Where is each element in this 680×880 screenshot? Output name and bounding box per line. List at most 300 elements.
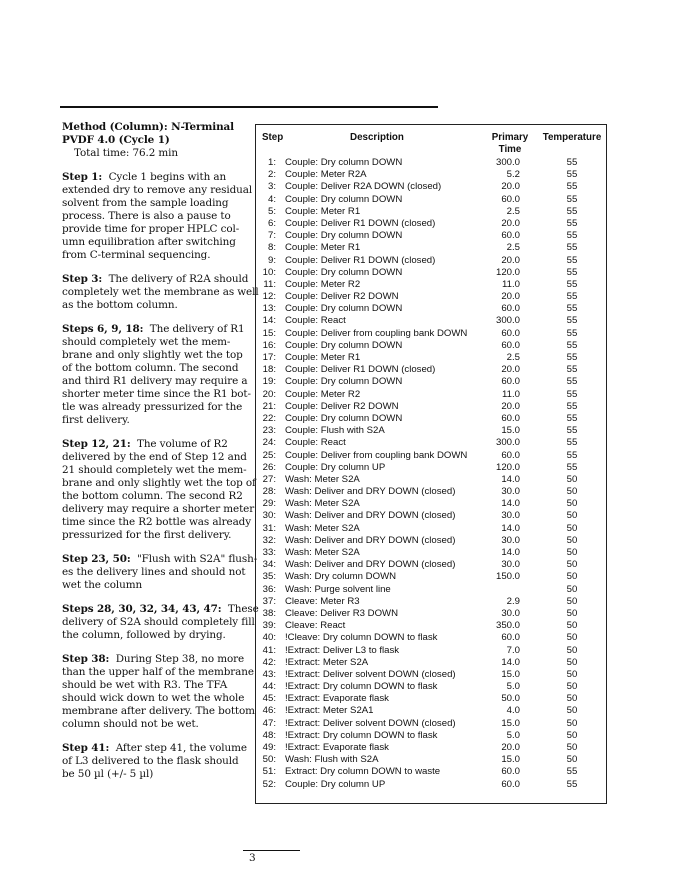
step-number: 15:: [262, 327, 276, 339]
step-number: 41:: [262, 644, 276, 656]
step-note-line: time since the R2 bottle was already: [62, 516, 251, 528]
table-row: [256, 730, 606, 742]
primary-time: 15.0: [501, 754, 520, 766]
step-note: [62, 273, 259, 312]
primary-time: 5.2: [506, 169, 520, 181]
page-number: 3: [249, 852, 256, 864]
step-description: Couple: Dry column DOWN: [285, 157, 403, 168]
temperature: 50: [566, 510, 578, 522]
step-description: Couple: Deliver from coupling bank DOWN: [285, 449, 468, 461]
table-row: [256, 303, 606, 315]
table-row: [256, 389, 606, 401]
step-description: Wash: Deliver and DRY DOWN (closed): [285, 486, 456, 498]
table-row: [256, 169, 606, 181]
temperature: 55: [566, 303, 578, 315]
step-note: [62, 742, 247, 781]
step-description: Couple: Dry column DOWN: [285, 339, 403, 351]
step-number: 2:: [267, 169, 276, 181]
step-note-line: pressurized for the first delivery.: [62, 529, 232, 541]
primary-time: 30.0: [501, 607, 520, 619]
temperature: 55: [566, 376, 578, 388]
primary-time: 15.0: [501, 668, 520, 680]
temperature: 55: [566, 425, 578, 437]
step-note-label: Step 38:: [62, 653, 110, 665]
primary-time: 2.5: [506, 352, 520, 363]
step-number: 37:: [262, 595, 276, 607]
step-number: 1:: [267, 157, 276, 168]
step-note-line: the column, followed by drying.: [62, 629, 226, 641]
temperature: 55: [566, 778, 578, 790]
primary-time: 5.0: [506, 729, 520, 741]
step-description: Couple: Meter R1: [285, 352, 361, 363]
primary-time: 20.0: [501, 364, 520, 376]
step-description: !Extract: Deliver solvent DOWN (closed): [285, 717, 456, 729]
primary-time: 300.0: [495, 315, 520, 327]
step-number: 29:: [262, 498, 276, 510]
step-description: !Extract: Meter S2A: [285, 656, 369, 668]
step-note: [62, 171, 253, 262]
header-description: Description: [350, 132, 404, 143]
primary-time: 11.0: [502, 278, 520, 290]
temperature: 50: [566, 754, 578, 766]
primary-time: 150.0: [495, 571, 520, 583]
table-row: [256, 376, 606, 388]
step-description: Wash: Meter S2A: [285, 498, 360, 510]
step-number: 9:: [267, 254, 276, 266]
step-description: Couple: Flush with S2A: [285, 425, 385, 437]
step-note-line: of L3 delivered to the flask should: [62, 755, 239, 767]
primary-time: 14.0: [501, 522, 520, 534]
temperature: 50: [566, 595, 578, 607]
step-description: Couple: Dry column DOWN: [285, 303, 403, 315]
step-number: 7:: [267, 230, 276, 242]
step-note-text: These: [221, 603, 259, 615]
step-note-line: brane and only slightly wet the top of: [62, 477, 256, 489]
table-row: [256, 242, 606, 254]
temperature: 50: [566, 705, 578, 717]
step-description: !Extract: Meter S2A1: [285, 705, 374, 717]
step-number: 21:: [262, 400, 276, 412]
step-note-label: Step 3:: [62, 273, 103, 285]
step-note-line: [62, 742, 247, 755]
step-note-label: Steps 6, 9, 18:: [62, 323, 144, 335]
primary-time: 20.0: [501, 400, 520, 412]
temperature: 50: [566, 534, 578, 546]
step-note-line: [62, 323, 244, 336]
step-note-line: process. There is also a pause to: [62, 210, 231, 222]
primary-time: 15.0: [501, 425, 520, 437]
primary-time: 60.0: [501, 449, 520, 461]
step-number: 36:: [262, 583, 276, 595]
primary-time: 2.5: [506, 242, 520, 254]
step-number: 52:: [262, 778, 276, 790]
table-row: [256, 632, 606, 644]
step-note-label: Step 41:: [62, 742, 110, 754]
step-description: Couple: Dry column UP: [285, 778, 386, 790]
table-row: [256, 267, 606, 279]
temperature: 50: [566, 620, 578, 632]
primary-time: 14.0: [501, 547, 520, 558]
step-note-line: [62, 438, 244, 451]
primary-time: 20.0: [501, 254, 520, 266]
step-number: 40:: [262, 632, 276, 644]
table-row: [256, 596, 606, 608]
primary-time: 30.0: [501, 486, 520, 498]
step-description: Couple: Meter R1: [285, 205, 361, 217]
temperature: 50: [566, 644, 578, 656]
table-row: [256, 510, 606, 522]
primary-time: 2.9: [506, 595, 520, 607]
step-description: Couple: Deliver from coupling bank DOWN: [285, 327, 468, 339]
step-number: 18:: [262, 364, 276, 376]
table-row: [256, 535, 606, 547]
step-number: 30:: [262, 510, 276, 522]
step-number: 20:: [262, 388, 276, 400]
table-row: [256, 779, 606, 791]
table-row: [256, 718, 606, 730]
temperature: 50: [566, 522, 578, 534]
step-note-line: completely wet the membrane as well: [62, 286, 259, 298]
step-note-text: The delivery of R2A should: [102, 273, 249, 285]
step-note-line: delivery of S2A should completely fill: [62, 616, 255, 628]
table-row: [256, 364, 606, 376]
primary-time: 4.0: [506, 705, 520, 717]
header-primary: Primary: [491, 132, 529, 143]
primary-time: 60.0: [501, 412, 520, 424]
table-row: [256, 291, 606, 303]
primary-time: 14.0: [501, 656, 520, 668]
temperature: 50: [566, 571, 578, 583]
step-note-line: tle was already pressurized for the: [62, 401, 243, 413]
temperature: 55: [566, 352, 578, 363]
primary-time: 14.0: [501, 473, 520, 485]
step-note-line: should be wet with R3. The TFA: [62, 679, 228, 691]
primary-time: 30.0: [501, 510, 520, 522]
step-description: Wash: Deliver and DRY DOWN (closed): [285, 559, 456, 571]
step-note-line: [62, 171, 244, 184]
step-description: Couple: Dry column DOWN: [285, 412, 403, 424]
step-note-line: should completely wet the mem-: [62, 336, 231, 348]
step-description: !Extract: Evaporate flask: [285, 742, 389, 753]
step-note-line: the bottom column. The second R2: [62, 490, 243, 502]
step-note-text: After step 41, the volume: [109, 742, 247, 754]
temperature: 50: [566, 656, 578, 668]
step-description: Couple: Deliver R2 DOWN: [285, 400, 399, 412]
table-row: [256, 766, 606, 778]
temperature: 55: [566, 364, 578, 376]
step-description: !Extract: Dry column DOWN to flask: [285, 729, 438, 741]
step-note-line: umn equilibration after switching: [62, 236, 236, 248]
temperature: 55: [566, 400, 578, 412]
step-description: !Extract: Dry column DOWN to flask: [285, 681, 438, 693]
temperature: 55: [566, 254, 578, 266]
table-row: [256, 742, 606, 754]
step-description: Couple: React: [285, 437, 346, 449]
step-description: Couple: React: [285, 315, 346, 327]
step-note: [62, 323, 251, 427]
step-note: [62, 653, 255, 731]
temperature: 55: [566, 412, 578, 424]
table-row: [256, 181, 606, 193]
temperature: 50: [566, 693, 578, 705]
header-step: Step: [262, 132, 284, 143]
step-description: Wash: Flush with S2A: [285, 754, 379, 766]
step-note: [62, 438, 256, 542]
step-number: 31:: [262, 522, 276, 534]
step-number: 23:: [262, 425, 276, 437]
step-number: 38:: [262, 607, 276, 619]
table-row: [256, 315, 606, 327]
step-number: 24:: [262, 437, 276, 449]
step-note-line: first delivery.: [62, 414, 130, 426]
step-note-label: Step 12, 21:: [62, 438, 131, 450]
step-note-line: [62, 553, 258, 566]
table-row: [256, 705, 606, 717]
temperature: 50: [566, 632, 578, 644]
temperature: 50: [566, 473, 578, 485]
step-notes: [62, 171, 259, 781]
temperature: 50: [566, 498, 578, 510]
step-number: 25:: [262, 449, 276, 461]
footer-rule: [243, 850, 300, 851]
table-row: [256, 571, 606, 583]
step-note-line: es the delivery lines and should not: [62, 566, 246, 578]
step-number: 33:: [262, 547, 276, 558]
primary-time: 60.0: [501, 376, 520, 388]
table-row: [256, 352, 606, 364]
primary-time: 20.0: [501, 217, 520, 229]
step-number: 27:: [262, 473, 276, 485]
step-note-line: from C-terminal sequencing.: [62, 249, 211, 261]
step-note-line: membrane after delivery. The bottom: [62, 705, 255, 717]
step-description: Cleave: Meter R3: [285, 595, 360, 607]
method-heading: [62, 121, 244, 160]
step-number: 16:: [262, 339, 276, 351]
step-description: Couple: Dry column DOWN: [285, 266, 403, 278]
primary-time: 50.0: [501, 693, 520, 705]
temperature: 55: [566, 205, 578, 217]
primary-time: 60.0: [501, 230, 520, 242]
step-number: 46:: [262, 705, 276, 717]
step-note-line: shorter meter time since the R1 bot-: [62, 388, 251, 400]
step-description: Couple: Deliver R1 DOWN (closed): [285, 217, 436, 229]
primary-time: 2.5: [506, 205, 520, 217]
temperature: 50: [566, 742, 578, 753]
temperature: 55: [566, 181, 578, 193]
temperature: 55: [566, 278, 578, 290]
step-note-line: column should not be wet.: [62, 718, 199, 730]
step-number: 43:: [262, 668, 276, 680]
header-time: Time: [498, 144, 522, 155]
step-description: Wash: Deliver and DRY DOWN (closed): [285, 534, 456, 546]
primary-time: 120.0: [495, 461, 520, 473]
step-description: Wash: Meter S2A: [285, 473, 360, 485]
primary-time: 350.0: [495, 620, 520, 632]
step-number: 8:: [267, 242, 276, 254]
table-row: [256, 328, 606, 340]
top-rule: [60, 106, 438, 108]
temperature: 50: [566, 681, 578, 693]
table-row: [256, 255, 606, 267]
temperature: 50: [566, 583, 578, 595]
step-description: Couple: Deliver R2A DOWN (closed): [285, 181, 442, 193]
step-number: 35:: [262, 571, 276, 583]
step-note-line: brane and only slightly wet the top: [62, 349, 243, 361]
table-row: [256, 437, 606, 449]
step-note-line: 21 should completely wet the mem-: [62, 464, 247, 476]
step-note-line: as the bottom column.: [62, 299, 178, 311]
temperature: 55: [566, 766, 578, 778]
step-note-line: extended dry to remove any residual: [62, 184, 253, 196]
step-note-line: than the upper half of the membrane: [62, 666, 254, 678]
primary-time: 30.0: [501, 559, 520, 571]
step-note-text: The volume of R2: [130, 438, 228, 450]
step-number: 48:: [262, 729, 276, 741]
step-number: 12:: [262, 291, 276, 303]
table-body: [256, 157, 606, 791]
step-number: 44:: [262, 681, 276, 693]
temperature: 55: [566, 327, 578, 339]
table-row: [256, 645, 606, 657]
step-number: 26:: [262, 461, 276, 473]
temperature: 55: [566, 449, 578, 461]
step-note: [62, 553, 258, 592]
step-note-line: [62, 273, 249, 286]
step-number: 28:: [262, 486, 276, 498]
step-number: 34:: [262, 559, 276, 571]
step-number: 6:: [267, 217, 276, 229]
step-number: 32:: [262, 534, 276, 546]
temperature: 50: [566, 559, 578, 571]
table-row: [256, 474, 606, 486]
step-number: 47:: [262, 717, 276, 729]
header-temperature: Temperature: [542, 132, 602, 143]
step-note-line: provide time for proper HPLC col-: [62, 223, 240, 235]
step-description: Couple: Deliver R2 DOWN: [285, 291, 399, 303]
primary-time: 60.0: [501, 303, 520, 315]
table-row: [256, 157, 606, 169]
temperature: 50: [566, 607, 578, 619]
table-row: [256, 450, 606, 462]
step-description: !Cleave: Dry column DOWN to flask: [285, 632, 438, 644]
step-description: Wash: Purge solvent line: [285, 583, 391, 595]
step-note-line: delivered by the end of Step 12 and: [62, 451, 247, 463]
primary-time: 300.0: [495, 157, 520, 168]
table-row: [256, 462, 606, 474]
table-row: [256, 218, 606, 230]
temperature: 55: [566, 388, 578, 400]
step-note-text: Cycle 1 begins with an: [102, 171, 227, 183]
temperature: 50: [566, 717, 578, 729]
step-description: Couple: Dry column UP: [285, 461, 386, 473]
step-note-text: The delivery of R1: [143, 323, 245, 335]
step-note-text: During Step 38, no more: [109, 653, 245, 665]
temperature: 50: [566, 668, 578, 680]
step-number: 5:: [267, 205, 276, 217]
step-note-line: of the bottom column. The second: [62, 362, 239, 374]
table-row: [256, 620, 606, 632]
step-description: Wash: Deliver and DRY DOWN (closed): [285, 510, 456, 522]
table-row: [256, 340, 606, 352]
table-row: [256, 486, 606, 498]
method-title-line2: PVDF 4.0 (Cycle 1): [62, 134, 170, 146]
method-notes: [62, 121, 259, 792]
step-description: Cleave: React: [285, 620, 346, 632]
temperature: 50: [566, 486, 578, 498]
primary-time: 60.0: [501, 327, 520, 339]
primary-time: 20.0: [501, 291, 520, 303]
step-number: 17:: [262, 352, 276, 363]
step-number: 19:: [262, 376, 276, 388]
step-number: 10:: [262, 266, 276, 278]
step-number: 11:: [263, 278, 276, 290]
table-row: [256, 206, 606, 218]
step-description: Couple: Dry column DOWN: [285, 193, 403, 205]
step-note-line: should wick down to wet the whole: [62, 692, 245, 704]
primary-time: 7.0: [506, 644, 520, 656]
method-total-time: Total time: 76.2 min: [74, 147, 178, 159]
temperature: 55: [566, 217, 578, 229]
step-description: Couple: Dry column DOWN: [285, 376, 403, 388]
step-description: !Extract: Deliver solvent DOWN (closed): [285, 668, 456, 680]
step-note-line: [62, 653, 244, 666]
step-description: Wash: Meter S2A: [285, 547, 360, 558]
temperature: 55: [566, 339, 578, 351]
step-description: Cleave: Deliver R3 DOWN: [285, 607, 399, 619]
table-row: [256, 754, 606, 766]
table-row: [256, 230, 606, 242]
table-row: [256, 498, 606, 510]
step-note-line: solvent from the sample loading: [62, 197, 229, 209]
primary-time: 30.0: [501, 534, 520, 546]
step-note-line: wet the column: [62, 579, 143, 591]
temperature: 55: [566, 315, 578, 327]
method-table: [255, 124, 607, 804]
step-number: 14:: [262, 315, 276, 327]
step-description: Couple: Meter R2: [285, 388, 361, 400]
table-row: [256, 584, 606, 596]
primary-time: 20.0: [501, 181, 520, 193]
step-note-text: "Flush with S2A" flush-: [130, 553, 258, 565]
temperature: 50: [566, 729, 578, 741]
table-row: [256, 669, 606, 681]
primary-time: 120.0: [495, 266, 520, 278]
step-note-line: [62, 603, 259, 616]
step-description: Couple: Meter R2A: [285, 169, 367, 181]
step-note: [62, 603, 259, 642]
primary-time: 14.0: [501, 498, 520, 510]
step-number: 50:: [262, 754, 276, 766]
primary-time: 5.0: [506, 681, 520, 693]
step-description: Couple: Meter R2: [285, 278, 361, 290]
temperature: 55: [566, 242, 578, 254]
step-description: Wash: Meter S2A: [285, 522, 360, 534]
step-description: !Extract: Deliver L3 to flask: [285, 644, 400, 656]
step-number: 22:: [262, 412, 276, 424]
temperature: 55: [566, 193, 578, 205]
table-row: [256, 559, 606, 571]
primary-time: 60.0: [501, 766, 520, 778]
primary-time: 11.0: [502, 388, 520, 400]
step-number: 51:: [262, 766, 276, 778]
table-row: [256, 608, 606, 620]
primary-time: 15.0: [501, 717, 520, 729]
step-description: Couple: Meter R1: [285, 242, 361, 254]
step-number: 3:: [267, 181, 276, 193]
step-note-label: Step 23, 50:: [62, 553, 131, 565]
table-row: [256, 657, 606, 669]
temperature: 55: [566, 437, 578, 449]
